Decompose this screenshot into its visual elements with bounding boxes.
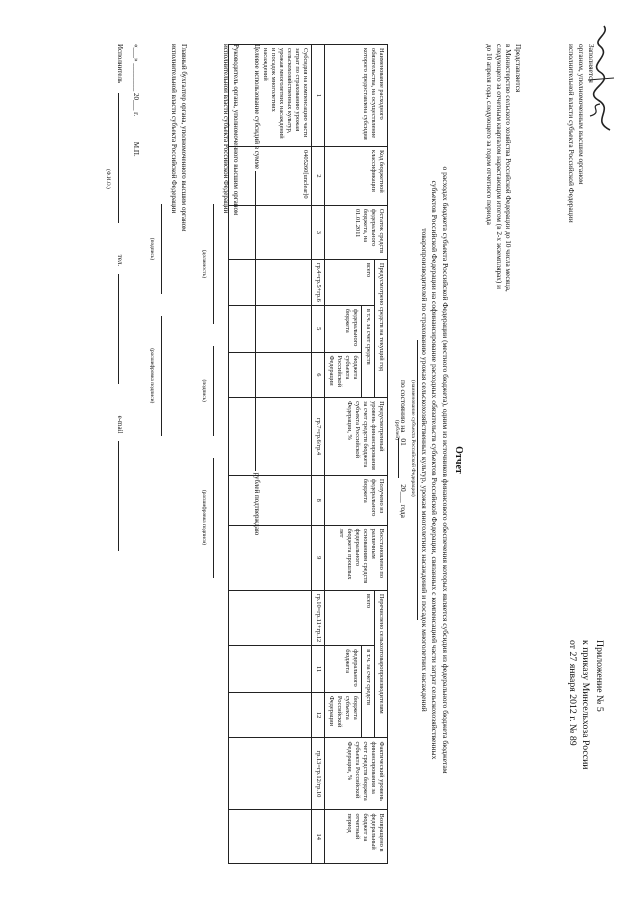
unit-caption: (рублей) — [394, 420, 400, 441]
num-cell: 2 — [312, 147, 325, 206]
header-right — [565, 640, 606, 870]
col-planned-incl: в т.ч. за счет средств — [362, 305, 375, 397]
num-cell: 3 — [312, 205, 325, 259]
acc-decode-field[interactable] — [162, 316, 163, 436]
col-received: Получено из федерального бюджета — [325, 475, 388, 525]
executor-caption-row — [104, 44, 115, 864]
head-position-field[interactable] — [214, 204, 215, 324]
head-decode-field[interactable] — [214, 458, 215, 578]
head-signature-field[interactable] — [214, 346, 215, 436]
head-sign-row — [210, 44, 221, 864]
region-field[interactable] — [417, 340, 418, 620]
asof-year: 20___ года — [399, 484, 408, 518]
executor-row — [115, 44, 126, 864]
acc-sign-row — [158, 44, 169, 864]
region-caption: (наименование субъекта Российской Федерации) — [410, 380, 416, 497]
presented-text: в Министерство сельского хозяйства Российской Федерации до 10 числа месяца, следующего за отчетным кварталом нарастающим итогом (в 2-х экземплярах) и до 10 апреля года, следующего за годом отчетного периода — [484, 44, 513, 292]
column-number-row — [312, 45, 325, 864]
col-level-plan: Предусмотренный уровень финансирования за счет средств бюджета субъекта Российской Федерации, % — [325, 398, 388, 476]
tel-field[interactable] — [118, 274, 119, 384]
col-balance: Остаток средств федерального бюджета, на 01.01.2011 — [325, 205, 388, 259]
order-ref: к приказу Минсельхоза России — [580, 640, 592, 770]
num-cell: гр.4=гр.5+гр.6 — [312, 259, 325, 305]
target-use-amount-field[interactable] — [255, 171, 256, 471]
acc-caption-row — [148, 44, 159, 864]
col-transferred: Перечислено сельхозтоваропроизводителям — [375, 590, 388, 738]
cap-fio: (Ф.И.О.) — [105, 169, 112, 189]
col-transferred-total: всего — [325, 590, 375, 645]
cap-position: (должность) — [201, 249, 207, 279]
col-transferred-incl: в т.ч. за счет средств — [362, 646, 375, 738]
col-planned: Предусмотрено средств на текущий год — [375, 259, 388, 397]
col-planned-reg: бюджета субъекта Российской Федерации — [325, 352, 362, 398]
num-cell: 1 — [312, 45, 325, 147]
fill-label: Заполняется — [587, 44, 596, 83]
signature-block — [104, 44, 262, 864]
col-level-fact: Фактический уровень финансирования за счет средств бюджета субъекта Российской Федерации, % — [325, 738, 388, 810]
col-returned: Возвращено в федеральный бюджет за отчетный период — [325, 810, 388, 864]
report-title: Отчет — [453, 446, 464, 474]
num-cell: 6 — [312, 352, 325, 398]
executor-label: Исполнитель — [116, 44, 124, 84]
email-label: e-mail — [116, 415, 124, 434]
report-subtitle: о расходах бюджета субъекта Российской Федерации (местного бюджета), одним из источников финансового обеспечения которых является субсидия из федерального бюджета бюджетам субъектов Российской Федерации на софинансирование расходных обязательств субъектов Российской Федерации, связанных с компенсацией части затрат сельскохозяйственных товаропроизводителей по страхованию урожая сельскохозяйственных культур, урожая многолетних насаждений и посадок многолетних насаждений — [419, 166, 450, 774]
num-cell: 14 — [312, 810, 325, 864]
head-block — [200, 44, 242, 864]
row-name: Субсидия на компенсацию части затрат по страхованию урожая сельскохозяйственных культур, урожая многолетних насаждений и посадок многолетних насаждений — [229, 45, 312, 147]
target-use-confirm: рублей подтверждаю — [253, 472, 261, 536]
appendix-number: Приложение № 5 — [594, 640, 605, 712]
tel-label: тел. — [116, 254, 124, 267]
col-code: Код бюджетной классификации — [325, 147, 388, 206]
acc-signature-field[interactable] — [162, 204, 163, 294]
acc-title-2: исполнительной власти субъекта Российской Федерации — [170, 44, 178, 214]
target-use-label: Целевое использование субсидий в сумме — [253, 44, 261, 170]
executor-name-field[interactable] — [118, 93, 119, 223]
email-field[interactable] — [118, 441, 119, 551]
head-title-2: исполнительной власти субъекта Российской Федерации — [222, 44, 230, 214]
fill-org2: исполнительной власти субъекта Российской Федерации — [567, 44, 577, 223]
num-cell: 8 — [312, 475, 325, 525]
num-cell: гр.10=гр.11+гр.12 — [312, 590, 325, 645]
head-title-1: Руководитель органа, уполномоченного высшим органом — [232, 44, 241, 216]
col-transferred-reg: бюджета субъекта Российской Федерации — [325, 692, 362, 738]
col-planned-total: всего — [325, 259, 375, 305]
num-cell: гр.13=гр.12/гр.10 — [312, 738, 325, 810]
num-cell: 12 — [312, 692, 325, 738]
cap-decode: (расшифровка подписи) — [201, 489, 207, 546]
presented-block — [483, 44, 522, 294]
col-restored: Восстановлено по различным основаниям средств федерального бюджета прошлых лет — [325, 525, 388, 590]
head-caption-row — [200, 44, 211, 864]
row-code: 0405260[unclear]0 — [229, 147, 312, 206]
stamp-mp: М.П. — [132, 141, 141, 157]
handwritten-signature-icon — [570, 20, 630, 140]
cap-signature-2: (подпись) — [149, 237, 155, 261]
date-row — [131, 44, 142, 864]
asof-day[interactable]: 01 — [398, 438, 408, 478]
order-date: от 27 января 2012 г. № 89 — [566, 640, 578, 746]
num-cell: 9 — [312, 525, 325, 590]
col-transferred-fed: федерального бюджета — [325, 646, 362, 693]
asof-prefix: по состоянию на — [399, 380, 408, 433]
date-stub[interactable]: «___» ________ 20___ г. — [132, 44, 141, 117]
num-cell: 11 — [312, 646, 325, 693]
fill-org: органом, уполномоченным высшим органом — [577, 44, 587, 185]
cap-signature: (подпись) — [201, 379, 207, 402]
presented-label: Представляется — [514, 44, 522, 93]
accountant-block — [148, 44, 190, 864]
col-planned-fed: федерального бюджета — [325, 305, 362, 352]
acc-title-1: Главный бухгалтер органа, уполномоченного высшим органом — [180, 44, 189, 232]
num-cell: 5 — [312, 305, 325, 352]
col-name: Наименование расходного обязательства, на осуществление которого предоставлена субсидия — [325, 45, 388, 147]
cap-decode-2: (расшифровка подписи) — [149, 348, 155, 404]
target-use-line — [252, 44, 263, 864]
num-cell: гр.7=гр.6/гр.4 — [312, 398, 325, 476]
